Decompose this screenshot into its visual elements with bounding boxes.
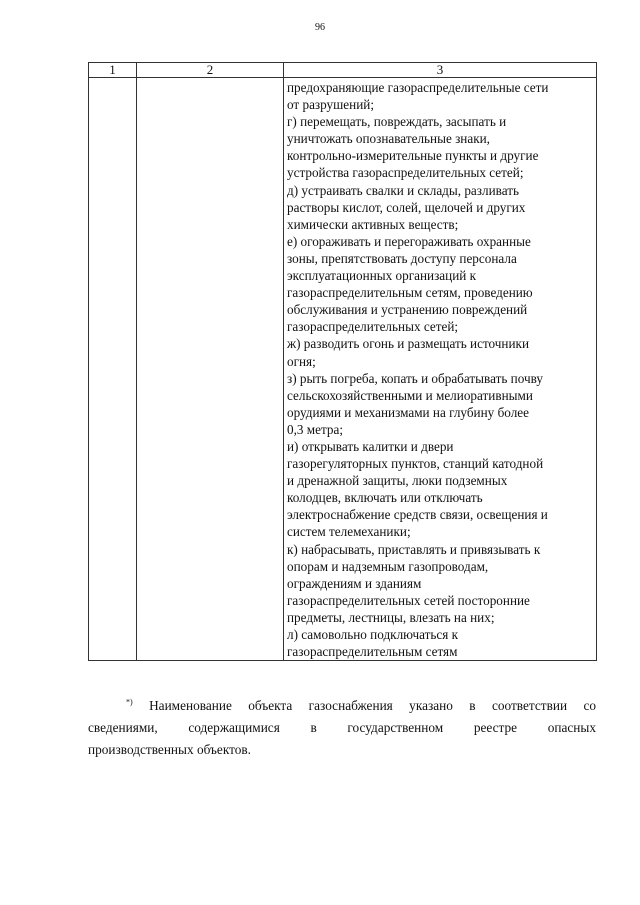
cell-text-line: 0,3 метра; [287, 421, 344, 437]
cell-text-line: предметы, лестницы, влезать на них; [287, 609, 495, 625]
cell-text-line: опорам и надземным газопроводам, [287, 558, 489, 574]
cell-text-line: к) набрасывать, приставлять и привязывать к [287, 541, 541, 557]
footnote-line: сведениями, содержащимися в государственном реестре опасных [88, 720, 596, 735]
footnote-mark: *) [126, 697, 133, 707]
cell-text-line: газораспределительных сетей посторонние [287, 592, 530, 608]
cell-text-line: уничтожать опознавательные знаки, [287, 131, 490, 147]
cell-text-line: ограждениям и зданиям [287, 575, 422, 591]
footnote-text: Наименование объекта газоснабжения указано в соответствии со [149, 698, 597, 713]
cell-text-line: з) рыть погреба, копать и обрабатывать почву [287, 370, 543, 386]
cell-text-line: эксплуатационных организаций к [287, 268, 477, 284]
column-header-3: 3 [284, 63, 597, 78]
table-row [89, 78, 597, 661]
table-header-row [89, 63, 597, 78]
column-header-2: 2 [137, 63, 284, 78]
cell-text-line: л) самовольно подключаться к [287, 627, 459, 642]
footnote [88, 695, 596, 761]
cell-text-line: газораспределительных сетей; [287, 319, 459, 335]
cell-text-line: систем телемеханики; [287, 524, 411, 540]
cell-text-line: д) устраивать свалки и склады, разливать [287, 182, 519, 198]
cell-text-line: зоны, препятствовать доступу персонала [287, 250, 517, 266]
column-header-1: 1 [89, 63, 137, 78]
cell-text-line: газораспределительным сетям [287, 644, 458, 660]
cell-text-line: обслуживания и устранению повреждений [287, 302, 528, 318]
cell-text-line: и дренажной защиты, люки подземных [287, 473, 508, 489]
column-2-cell [137, 78, 284, 661]
cell-text-line: электроснабжение средств связи, освещения и [287, 507, 548, 523]
cell-text-line: химически активных веществ; [287, 216, 459, 232]
cell-text-line: е) огораживать и перегораживать охранные [287, 233, 531, 249]
cell-text-line: растворы кислот, солей, щелочей и других [287, 199, 526, 215]
cell-text-line: газорегуляторных пунктов, станций катодной [287, 456, 544, 472]
cell-text-line: устройства газораспределительных сетей; [287, 165, 524, 181]
cell-text-line: г) перемещать, повреждать, засыпать и [287, 114, 507, 130]
cell-text-line: сельскохозяйственными и мелиоративными [287, 387, 533, 403]
document-table [88, 62, 597, 661]
cell-text-line: газораспределительным сетям, проведению [287, 285, 533, 301]
cell-text-line: контрольно-измерительные пункты и другие [287, 148, 539, 164]
cell-text-line: колодцев, включать или отключать [287, 490, 483, 506]
cell-text-line: и) открывать калитки и двери [287, 438, 454, 454]
column-1-cell [89, 78, 137, 661]
column-3-cell [284, 78, 597, 661]
footnote-line: производственных объектов. [88, 742, 251, 757]
cell-text-line: орудиями и механизмами на глубину более [287, 404, 529, 420]
cell-text-line: огня; [287, 353, 316, 369]
page-number: 96 [315, 22, 325, 33]
cell-text-line: предохраняющие газораспределительные сети [287, 80, 549, 95]
cell-text-line: ж) разводить огонь и размещать источники [287, 336, 530, 352]
footnote-line [88, 695, 596, 717]
cell-text-line: от разрушений; [287, 97, 374, 113]
